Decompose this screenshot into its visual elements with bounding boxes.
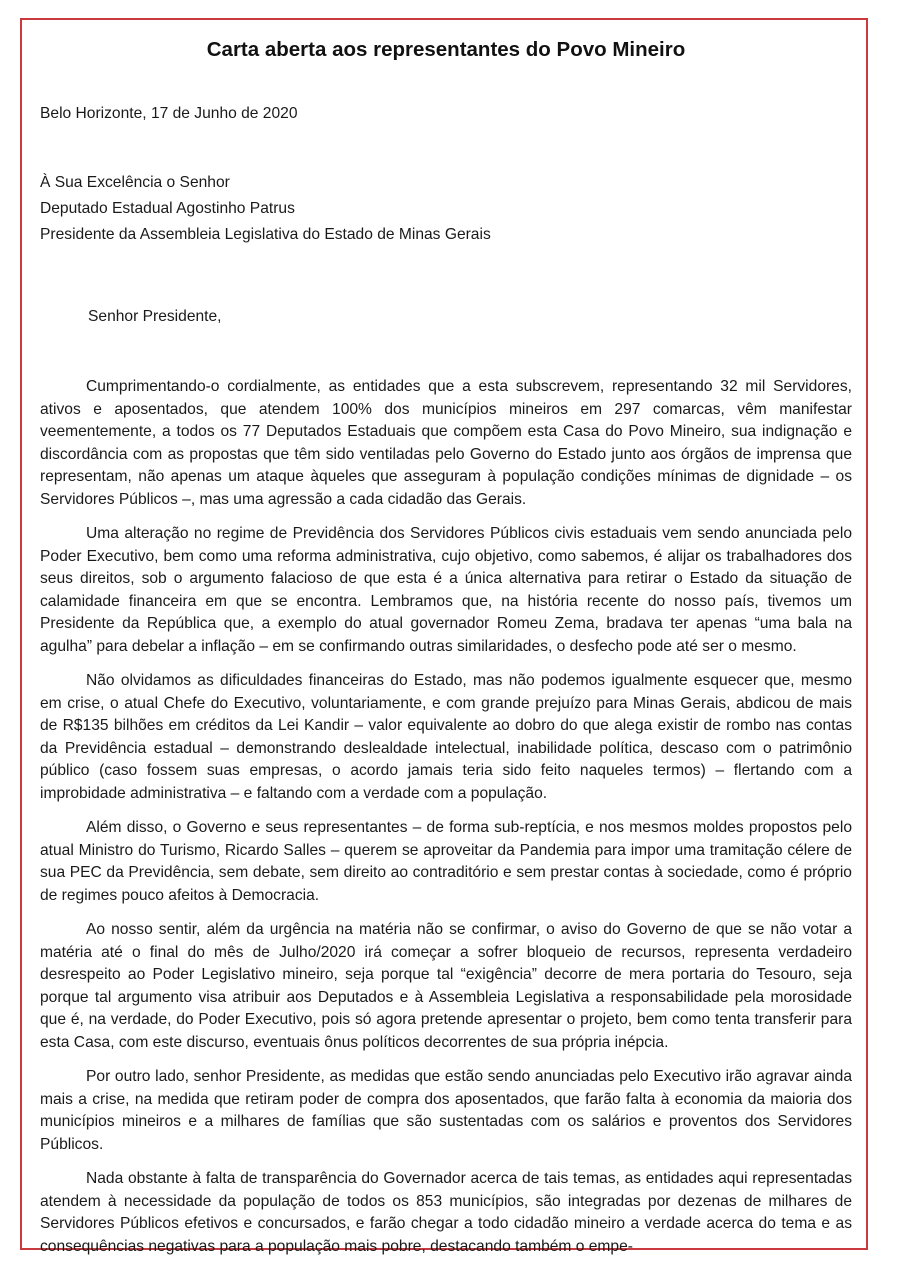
letter-body: [40, 38, 852, 1258]
greeting: Senhor Presidente,: [88, 307, 222, 325]
recipient-line: Deputado Estadual Agostinho Patrus: [40, 199, 295, 217]
paragraph: Ao nosso sentir, além da urgência na matéria não se confirmar, o aviso do Governo de que se não votar a matéria até o final do mês de Julho/2020 irá começar a sofrer bloqueio de recursos, representa verdadeiro desrespeito ao Poder Legislativo mineiro, seja porque tal “exigência” decorre de mera portaria do Tesouro, seja porque tal argumento visa atribuir aos Deputados e à Assembleia Legislativa a responsabilidade pela morosidade que é, na verdade, do Poder Executivo, pois só agora pretende apresentar o projeto, bem como tenta transferir para esta Casa, com este discurso, eventuais ônus políticos decorrentes de sua própria inépcia.: [40, 921, 852, 1051]
paragraph: Nada obstante à falta de transparência do Governador acerca de tais temas, as entidades aqui representadas atendem à necessidade da população de todos os 853 municípios, são integradas por dezenas de milhares de Servidores Públicos efetivos e concursados, e farão chegar a todo cidadão mineiro a verdade acerca do tema e as consequências negativas para a população mais pobre, destacando também o empe-: [40, 1170, 852, 1255]
letter-date: Belo Horizonte, 17 de Junho de 2020: [40, 105, 298, 122]
paragraph: Uma alteração no regime de Previdência dos Servidores Públicos civis estaduais vem sendo anunciada pelo Poder Executivo, bem como uma reforma administrativa, cujo objetivo, como sabemos, é alijar os trabalhadores dos seus direitos, sob o argumento falacioso de que esta é a única alternativa para retirar o Estado da situação de calamidade financeira em que se encontra. Lembramos que, na história recente do nosso país, tivemos um Presidente da República que, a exemplo do atual governador Romeu Zema, bradava ter apenas “uma bala na agulha” para debelar a inflação – em se confirmando outras similaridades, o desfecho pode até ser o mesmo.: [40, 525, 852, 655]
paragraph: Por outro lado, senhor Presidente, as medidas que estão sendo anunciadas pelo Executivo irão agravar ainda mais a crise, na medida que retiram poder de compra dos aposentados, que farão falta à economia da maioria dos municípios mineiros e a milhares de famílias que são sustentadas com os salários e proventos dos Servidores Públicos.: [40, 1068, 852, 1153]
recipient-line: Presidente da Assembleia Legislativa do Estado de Minas Gerais: [40, 225, 491, 243]
letter-title: Carta aberta aos representantes do Povo Mineiro: [206, 38, 686, 61]
paragraph: Não olvidamos as dificuldades financeiras do Estado, mas não podemos igualmente esquecer que, mesmo em crise, o atual Chefe do Executivo, voluntariamente, e com grande prejuízo para Minas Gerais, abdicou de mais de R$135 bilhões em créditos da Lei Kandir – valor equivalente ao dobro do que alega existir de rombo nas contas da Previdência estadual – demonstrando deslealdade intelectual, inabilidade política, descaso com o patrimônio público (caso fossem suas empresas, o acordo jamais teria sido feito naqueles termos) – flertando com a improbidade administrativa – e faltando com a verdade com a população.: [40, 672, 852, 802]
paragraph: Cumprimentando-o cordialmente, as entidades que a esta subscrevem, representando 32 mil Servidores, ativos e aposentados, que atendem 100% dos municípios mineiros em 297 comarcas, vêm manifestar veementemente, a todos os 77 Deputados Estaduais que compõem esta Casa do Povo Mineiro, sua indignação e discordância com as propostas que têm sido ventiladas pelo Governo do Estado junto aos órgãos de imprensa que representam, não apenas um ataque àqueles que asseguram à população condições mínimas de dignidade – os Servidores Públicos –, mas uma agressão a cada cidadão das Gerais.: [40, 378, 852, 508]
recipient-block: [40, 170, 852, 248]
recipient-line: À Sua Excelência o Senhor: [40, 173, 230, 191]
paragraph: Além disso, o Governo e seus representantes – de forma sub-reptícia, e nos mesmos moldes propostos pelo atual Ministro do Turismo, Ricardo Salles – querem se aproveitar da Pandemia para impor uma tramitação célere de sua PEC da Previdência, sem debate, sem direito ao contraditório e sem prestar contas à sociedade, como é próprio de regimes pouco afeitos à Democracia.: [40, 819, 852, 904]
